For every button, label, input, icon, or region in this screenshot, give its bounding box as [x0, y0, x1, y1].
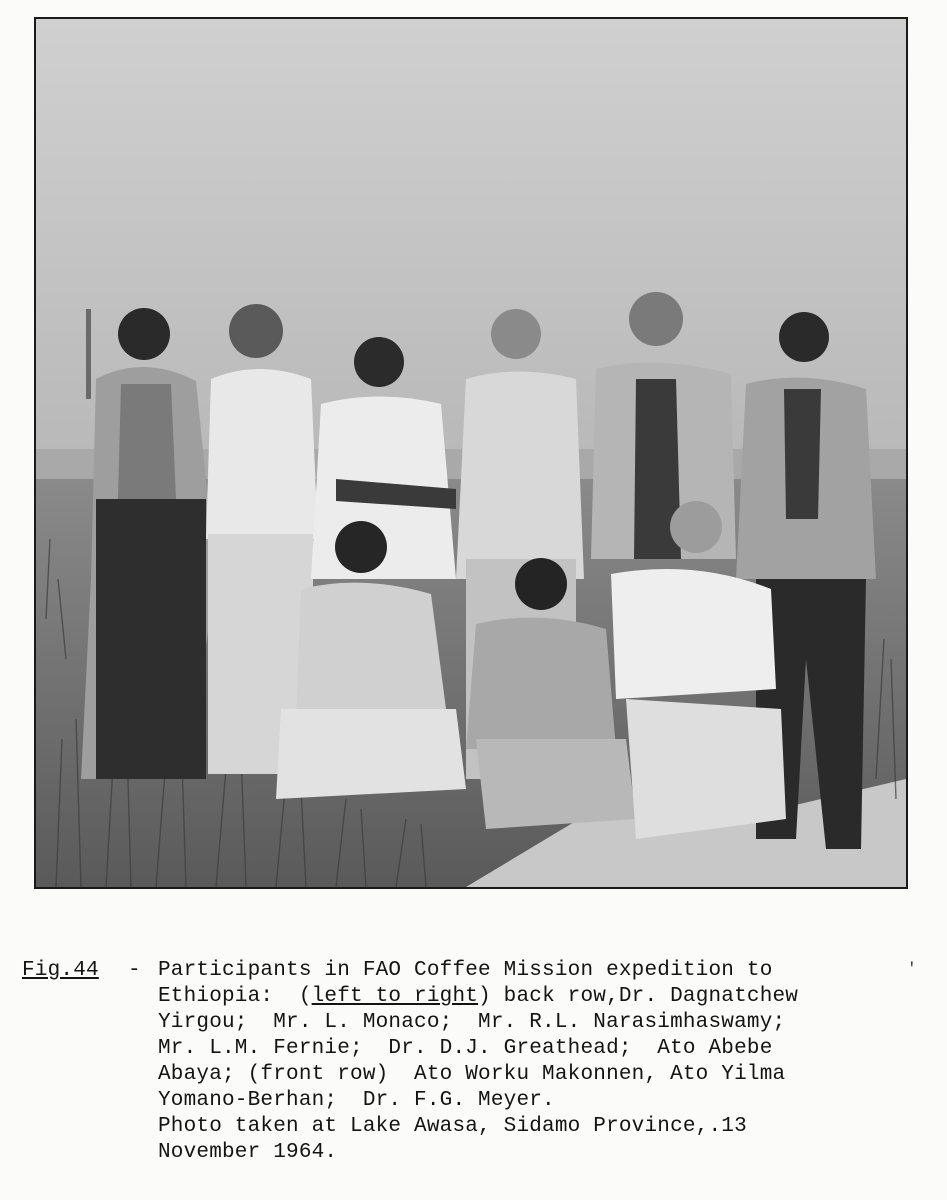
caption-line-1: Participants in FAO Coffee Mission expedition to [158, 959, 773, 982]
caption-line-6: Yomano-Berhan; Dr. F.G. Meyer. [158, 1089, 555, 1112]
caption-line-5: Abaya; (front row) Ato Worku Makonnen, Ato Yilma [158, 1063, 786, 1086]
photo-location-line: Photo taken at Lake Awasa, Sidamo Province,.13 [158, 1115, 747, 1138]
photo-date-line: November 1964. [158, 1141, 338, 1164]
group-photograph [34, 17, 908, 889]
left-to-right-phrase: left to right [311, 985, 479, 1008]
caption-line-2-suffix: ) back row,Dr. Dagnatchew [478, 985, 799, 1008]
figure-number: Fig.44 [22, 959, 99, 982]
caption-line-2 [158, 984, 933, 1010]
caption-line-3: Yirgou; Mr. L. Monaco; Mr. R.L. Narasimhaswamy; [158, 1011, 786, 1034]
caption-line-2-prefix: Ethiopia: ( [158, 985, 312, 1008]
photo-scene [36, 19, 906, 887]
caption-text [158, 958, 933, 1166]
caption-dash: - [128, 959, 141, 982]
caption-line-4: Mr. L.M. Fernie; Dr. D.J. Greathead; Ato Abebe [158, 1037, 773, 1060]
stray-mark: ' [907, 960, 917, 978]
